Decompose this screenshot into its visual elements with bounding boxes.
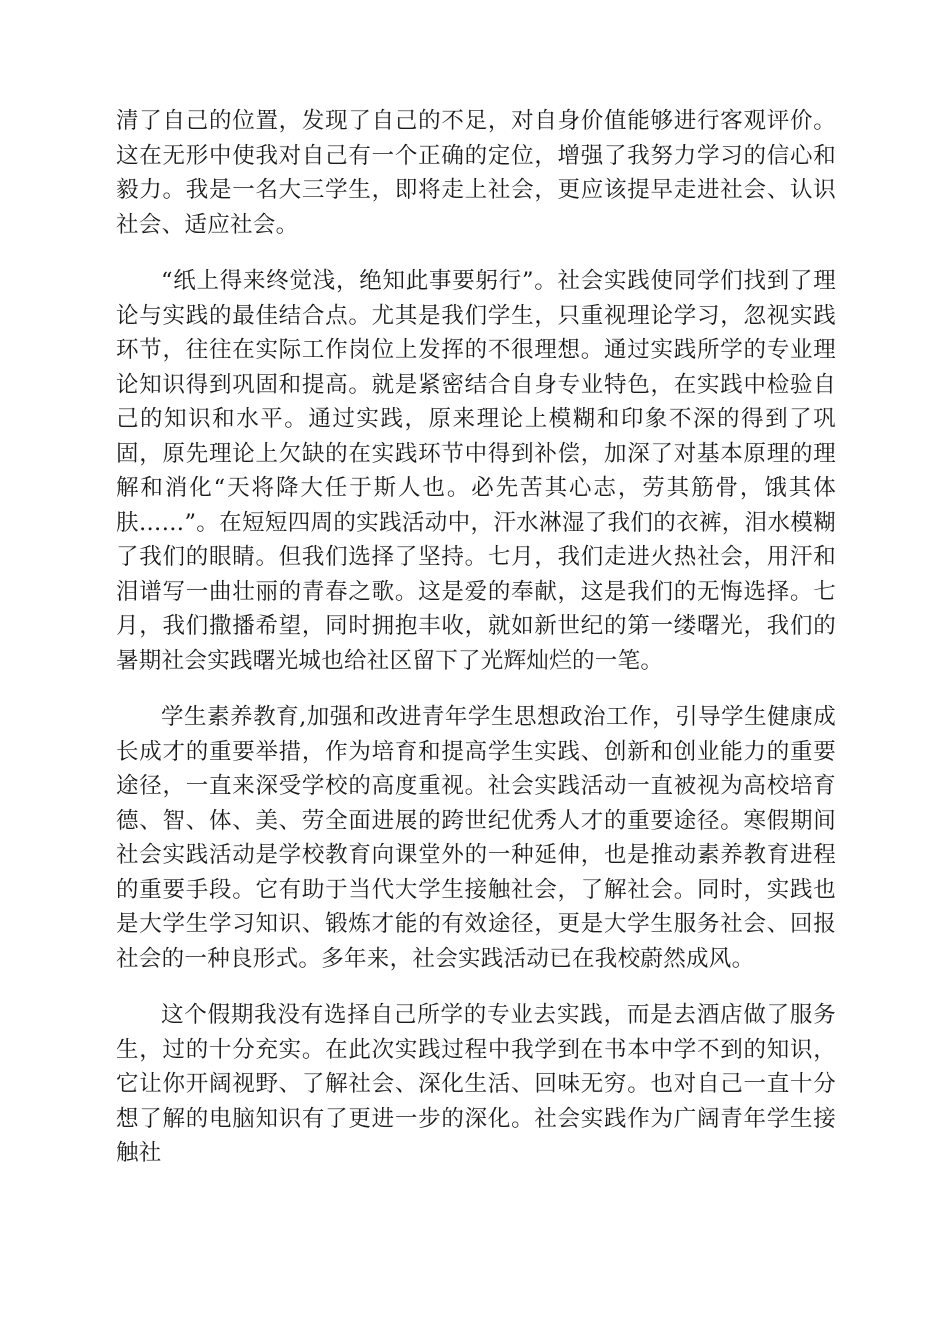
paragraph-2: “纸上得来终觉浅，绝知此事要躬行”。社会实践使同学们找到了理论与实践的最佳结合点。尤其是我们学生，只重视理论学习，忽视实践环节，往往在实际工作岗位上发挥的不很理想。通过实践所学的专业理论知识得到巩固和提高。就是紧密结合自身专业特色，在实践中检验自己的知识和水平。通过实践，原来理论上模糊和印象不深的得到了巩固，原先理论上欠缺的在实践环节中得到补偿，加深了对基本原理的理解和消化“天将降大任于斯人也。必先苦其心志，劳其筋骨，饿其体肤……”。在短短四周的实践活动中，汗水淋湿了我们的衣裤，泪水模糊了我们的眼睛。但我们选择了坚持。七月，我们走进火热社会，用汗和泪谱写一曲壮丽的青春之歌。这是爱的奉献，这是我们的无悔选择。七月，我们撒播希望，同时拥抱丰收，就如新世纪的第一缕曙光，我们的暑期社会实践曙光城也给社区留下了光辉灿烂的一笔。 [116,268,836,674]
paragraph-1: 清了自己的位置，发现了自己的不足，对自身价值能够进行客观评价。这在无形中使我对自己有一个正确的定位，增强了我努力学习的信心和毅力。我是一名大三学生，即将走上社会，更应该提早走进社会、认识社会、适应社会。 [116,108,836,238]
paragraph-4: 这个假期我没有选择自己所学的专业去实践，而是去酒店做了服务生，过的十分充实。在此次实践过程中我学到在书本中学不到的知识，它让你开阔视野、了解社会、深化生活、回味无穷。也对自己一直十分想了解的电脑知识有了更进一步的深化。社会实践作为广阔青年学生接触社 [116,1002,836,1166]
document-page [116,104,836,1193]
paragraph-3: 学生素养教育,加强和改进青年学生思想政治工作，引导学生健康成长成才的重要举措，作为培育和提高学生实践、创新和创业能力的重要途径，一直来深受学校的高度重视。社会实践活动一直被视为高校培育德、智、体、美、劳全面进展的跨世纪优秀人才的重要途径。寒假期间社会实践活动是学校教育向课堂外的一种延伸，也是推动素养教育进程的重要手段。它有助于当代大学生接触社会，了解社会。同时，实践也是大学生学习知识、锻炼才能的有效途径，更是大学生服务社会、回报社会的一种良形式。多年来，社会实践活动已在我校蔚然成风。 [116,704,836,972]
